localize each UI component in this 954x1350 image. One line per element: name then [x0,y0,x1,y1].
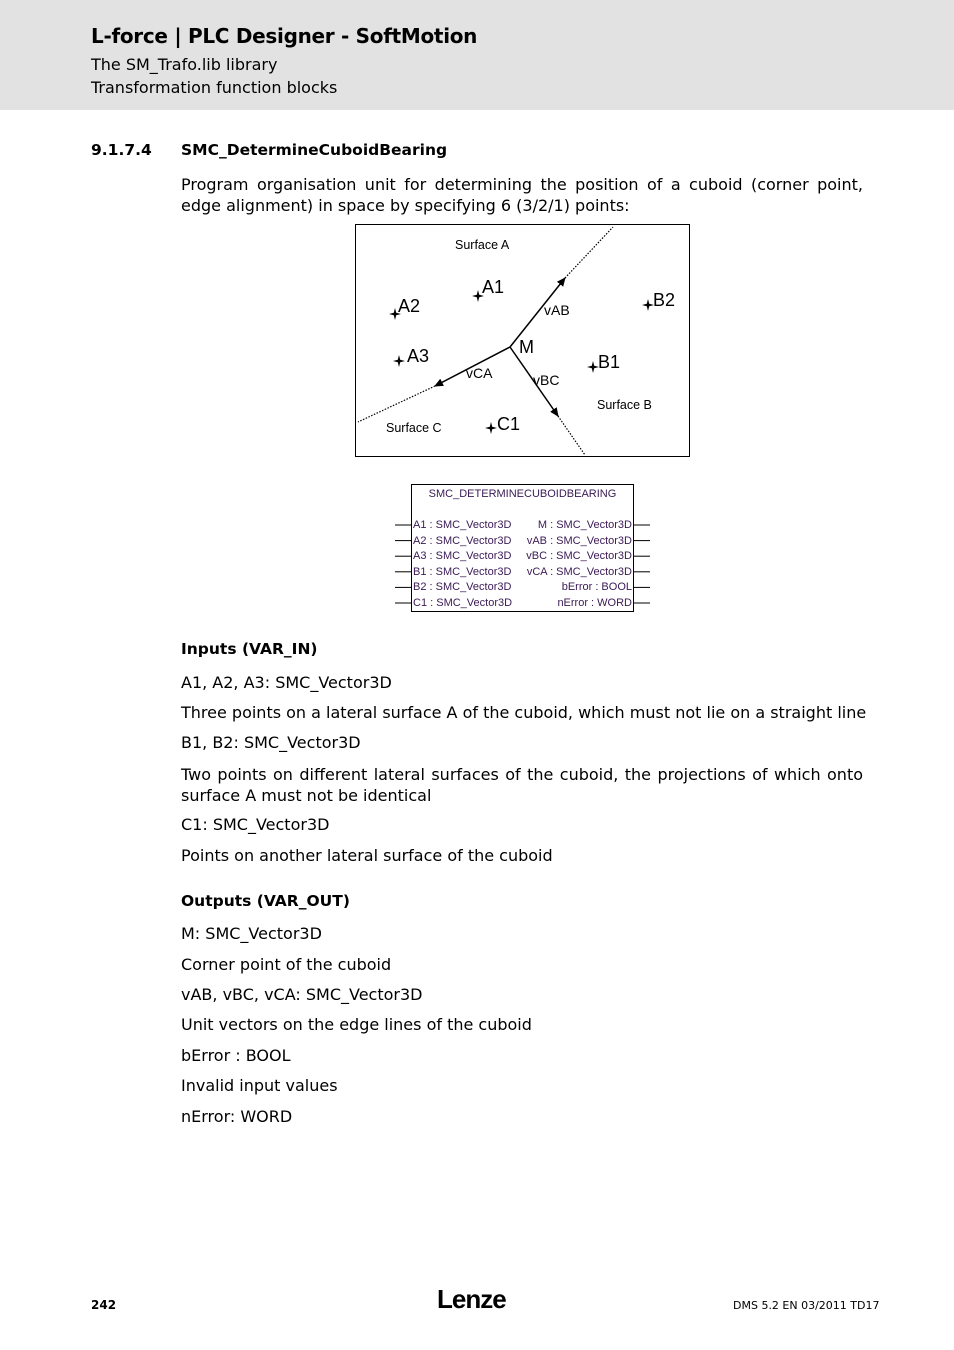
output-berror-description: Invalid input values [181,1076,338,1095]
input-c-type: C1: SMC_Vector3D [181,815,330,834]
output-nerror-type: nError: WORD [181,1107,293,1126]
label-surface-b: Surface B [597,398,652,412]
label-surface-a: Surface A [455,238,510,252]
function-block-name: SMC_DETERMINECUBOIDBEARING [428,488,617,500]
fb-output: vCA : SMC_Vector3D [526,566,632,578]
cuboid-diagram [355,224,690,457]
label-vector-bc: vBC [533,372,560,388]
label-vector-ab: vAB [544,302,570,318]
inputs-heading: Inputs (VAR_IN) [181,640,318,658]
section-intro: Program organisation unit for determining the position of a cuboid (corner point, edge alignment) in space by specifying 6 (3/2/1) points: [181,175,863,215]
input-c-description: Points on another lateral surface of the cuboid [181,846,553,865]
input-a-type: A1, A2, A3: SMC_Vector3D [181,673,392,692]
fb-input: A2 : SMC_Vector3D [413,535,512,547]
function-block [393,484,653,618]
page-header [0,0,954,110]
header-title: L-force | PLC Designer - SoftMotion [91,24,478,48]
page-number: 242 [91,1298,117,1312]
fb-input: B2 : SMC_Vector3D [413,581,512,593]
fb-input: C1 : SMC_Vector3D [413,597,513,609]
label-point-b2: B2 [653,290,676,310]
label-point-c1: C1 [497,414,521,434]
label-surface-c: Surface C [386,421,442,435]
label-point-a3: A3 [407,346,430,366]
fb-input: B1 : SMC_Vector3D [413,566,512,578]
input-a-description: Three points on a lateral surface A of the cuboid, which must not lie on a straight line [181,703,867,722]
fb-output: M : SMC_Vector3D [537,519,632,531]
input-b-type: B1, B2: SMC_Vector3D [181,733,361,752]
label-vector-ca: vCA [466,365,493,381]
header-subtitle-library: The SM_Trafo.lib library [91,55,278,74]
section-number: 9.1.7.4 [91,141,152,159]
output-m-type: M: SMC_Vector3D [181,924,322,943]
outputs-heading: Outputs (VAR_OUT) [181,892,350,910]
input-b-description: Two points on different lateral surfaces of the cuboid, the projections of which onto surface A must not be identical [181,765,863,805]
output-v-type: vAB, vBC, vCA: SMC_Vector3D [181,985,423,1004]
output-v-description: Unit vectors on the edge lines of the cuboid [181,1015,532,1034]
fb-output: vBC : SMC_Vector3D [526,550,632,562]
output-m-description: Corner point of the cuboid [181,955,392,974]
output-berror-type: bError : BOOL [181,1046,291,1065]
fb-output: bError : BOOL [561,581,632,593]
label-point-b1: B1 [598,352,621,372]
fb-output: nError : WORD [557,597,632,609]
label-point-a1: A1 [482,277,505,297]
label-point-a2: A2 [398,296,421,316]
fb-output: vAB : SMC_Vector3D [526,535,632,547]
section-title: SMC_DetermineCuboidBearing [181,141,448,159]
label-point-m: M [519,337,534,357]
header-subtitle-chapter: Transformation function blocks [91,78,338,97]
fb-input: A3 : SMC_Vector3D [413,550,512,562]
fb-input: A1 : SMC_Vector3D [413,519,512,531]
lenze-logo: Lenze [437,1284,506,1314]
document-reference: DMS 5.2 EN 03/2011 TD17 [733,1299,880,1312]
